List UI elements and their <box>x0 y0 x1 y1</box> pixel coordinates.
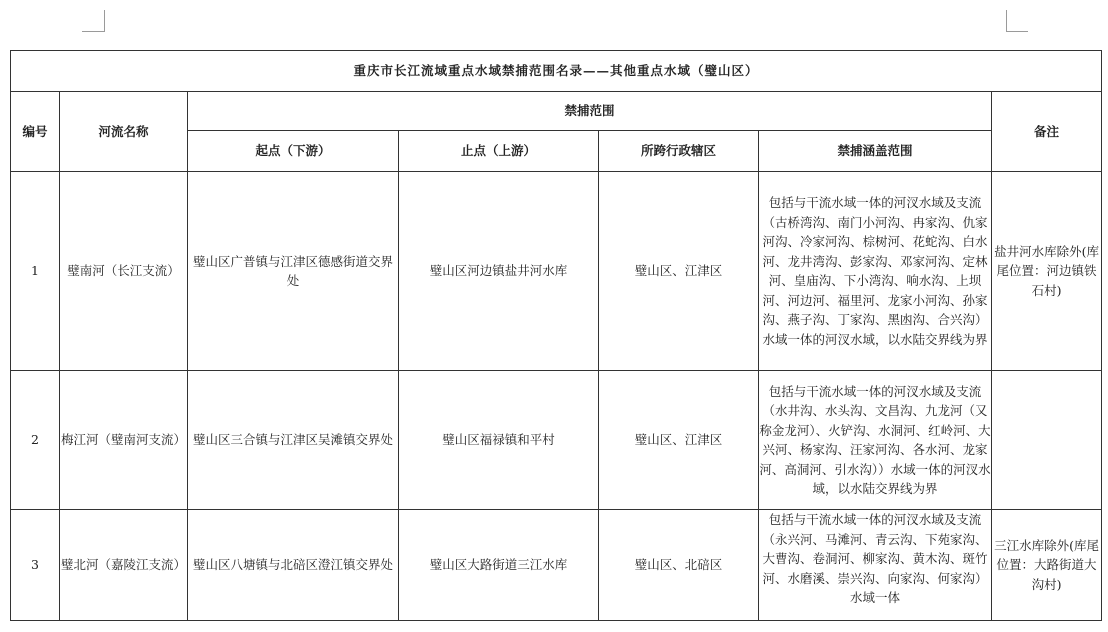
table-title: 重庆市长江流域重点水域禁捕范围名录——其他重点水域（璧山区） <box>11 51 1102 92</box>
crop-mark-top-left-horizontal <box>82 31 104 32</box>
header-end-point: 止点（上游） <box>399 131 599 172</box>
crop-mark-top-right-horizontal <box>1006 31 1028 32</box>
table-row <box>11 172 1102 371</box>
row-district: 璧山区、北碚区 <box>599 510 759 621</box>
row-scope-text: 包括与干流水域一体的河汊水域及支流（永兴河、马滩河、青云沟、下苑家沟、大曹沟、卷洞河、柳家沟、黄木沟、斑竹河、水磨溪、崇兴沟、向家沟、何家沟）水域一体 <box>762 512 988 605</box>
table-row <box>11 510 1102 621</box>
fishing-ban-table <box>10 50 1102 621</box>
row-end-point: 璧山区福禄镇和平村 <box>399 371 599 510</box>
row-start-point: 璧山区三合镇与江津区吴滩镇交界处 <box>188 371 399 510</box>
row-note: 盐井河水库除外(库尾位置：河边镇铁石村) <box>992 172 1102 371</box>
header-river-name: 河流名称 <box>60 92 188 172</box>
crop-mark-top-right-vertical <box>1006 10 1007 32</box>
row-note: 三江水库除外(库尾位置：大路街道大沟村) <box>992 510 1102 621</box>
row-scope <box>759 510 992 621</box>
row-note <box>992 371 1102 510</box>
row-number: 3 <box>11 510 60 621</box>
row-river-name: 璧南河（长江支流） <box>60 172 188 371</box>
row-end-point: 璧山区大路街道三江水库 <box>399 510 599 621</box>
row-start-point: 璧山区八塘镇与北碚区澄江镇交界处 <box>188 510 399 621</box>
header-number: 编号 <box>11 92 60 172</box>
row-number: 2 <box>11 371 60 510</box>
row-start-point: 璧山区广普镇与江津区德感街道交界处 <box>188 172 399 371</box>
row-river-name: 璧北河（嘉陵江支流） <box>60 510 188 621</box>
header-note: 备注 <box>992 92 1102 172</box>
row-end-point: 璧山区河边镇盐井河水库 <box>399 172 599 371</box>
header-ban-range: 禁捕范围 <box>188 92 992 131</box>
row-district: 璧山区、江津区 <box>599 371 759 510</box>
header-scope: 禁捕涵盖范围 <box>759 131 992 172</box>
row-number: 1 <box>11 172 60 371</box>
header-district: 所跨行政辖区 <box>599 131 759 172</box>
row-river-name: 梅江河（璧南河支流） <box>60 371 188 510</box>
header-start-point: 起点（下游） <box>188 131 399 172</box>
row-district: 璧山区、江津区 <box>599 172 759 371</box>
row-scope: 包括与干流水域一体的河汊水域及支流（古桥湾沟、南门小河沟、冉家沟、仇家河沟、冷家河沟、棕树河、花蛇沟、白水河、龙井湾沟、彭家沟、邓家河沟、定林河、皇庙沟、下小湾沟、响水沟、上坝河、河边河、福里河、龙家小河沟、孙家沟、燕子沟、丁家沟、黑凼沟、合兴沟）水域一体的河汊水域，以水陆交界线为界 <box>759 172 992 371</box>
crop-mark-top-left-vertical <box>104 10 105 32</box>
table-row <box>11 371 1102 510</box>
row-scope: 包括与干流水域一体的河汊水域及支流（水井沟、水头沟、文昌沟、九龙河（又称金龙河）、火铲沟、水洞河、红岭河、大兴河、杨家沟、汪家河沟、各水河、龙家河、高洞河、引水沟））水域一体的河汊水域，以水陆交界线为界 <box>759 371 992 510</box>
